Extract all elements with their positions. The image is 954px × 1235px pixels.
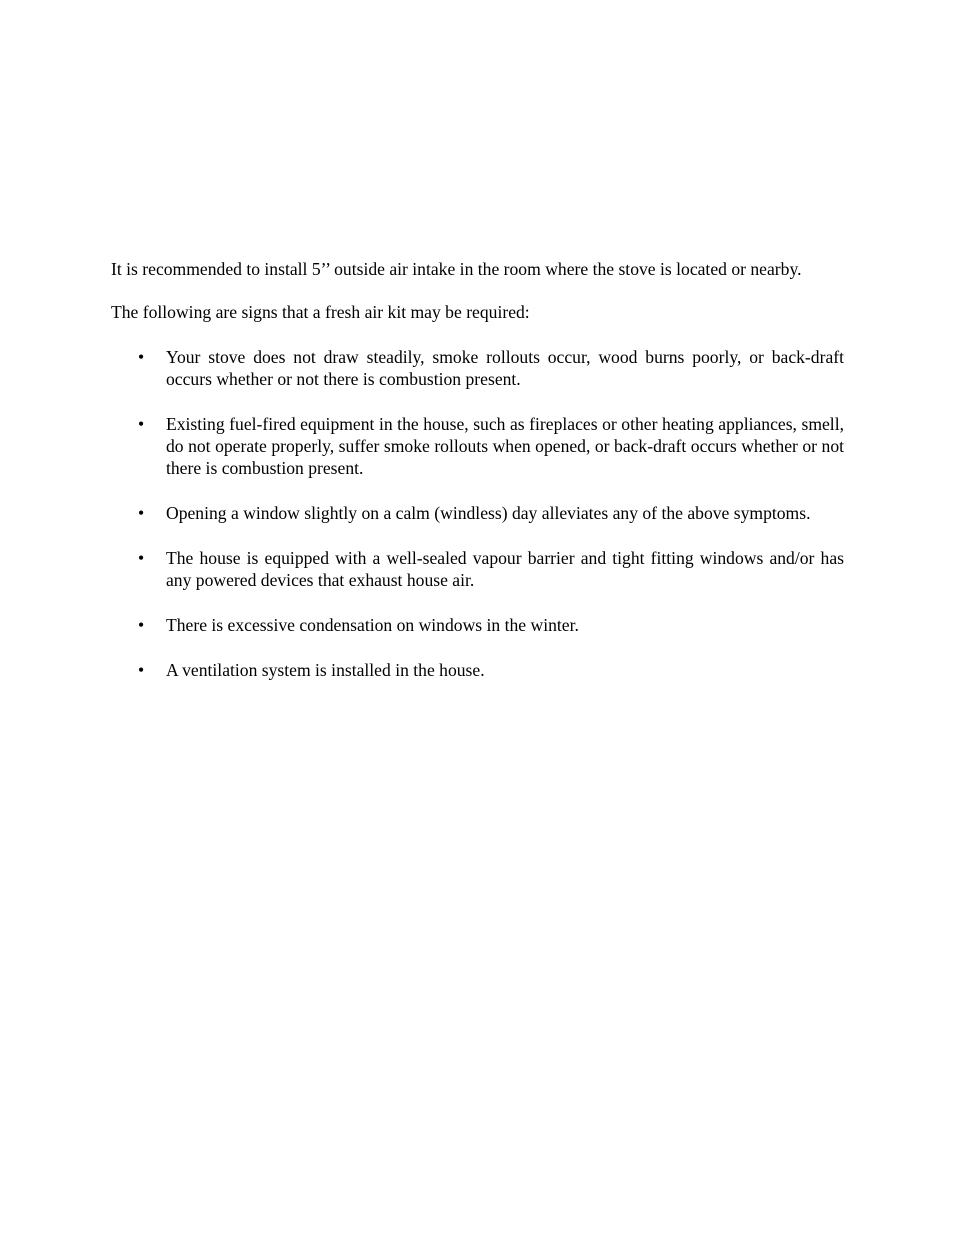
list-item-text: A ventilation system is installed in the house.	[166, 660, 485, 680]
list-item-text: Existing fuel-fired equipment in the house, such as fireplaces or other heating appliances, smell, do not operate properly, suffer smoke rollouts when opened, or back-draft occurs whether or not there is combustion present.	[166, 414, 844, 478]
list-item	[111, 547, 844, 591]
list-item-text: Your stove does not draw steadily, smoke rollouts occur, wood burns poorly, or back-draft occurs whether or not there is combustion present.	[166, 347, 844, 389]
list-item	[111, 502, 844, 524]
list-item	[111, 346, 844, 390]
bullet-icon: •	[138, 347, 145, 367]
list-item-text: There is excessive condensation on windows in the winter.	[166, 615, 579, 635]
bullet-icon: •	[138, 548, 145, 568]
list-item-text: The house is equipped with a well-sealed vapour barrier and tight fitting windows and/or has any powered devices that exhaust house air.	[166, 548, 844, 590]
bullet-icon: •	[138, 414, 145, 434]
list-item	[111, 614, 844, 636]
intro-paragraph: It is recommended to install 5’’ outside air intake in the room where the stove is located or nearby.	[111, 259, 802, 279]
document-body	[111, 258, 844, 704]
bullet-icon: •	[138, 615, 145, 635]
signs-list	[111, 346, 844, 681]
list-item	[111, 413, 844, 479]
lead-paragraph: The following are signs that a fresh air kit may be required:	[111, 302, 530, 322]
list-item	[111, 659, 844, 681]
list-item-text: Opening a window slightly on a calm (windless) day alleviates any of the above symptoms.	[166, 503, 811, 523]
bullet-icon: •	[138, 503, 145, 523]
bullet-icon: •	[138, 660, 145, 680]
